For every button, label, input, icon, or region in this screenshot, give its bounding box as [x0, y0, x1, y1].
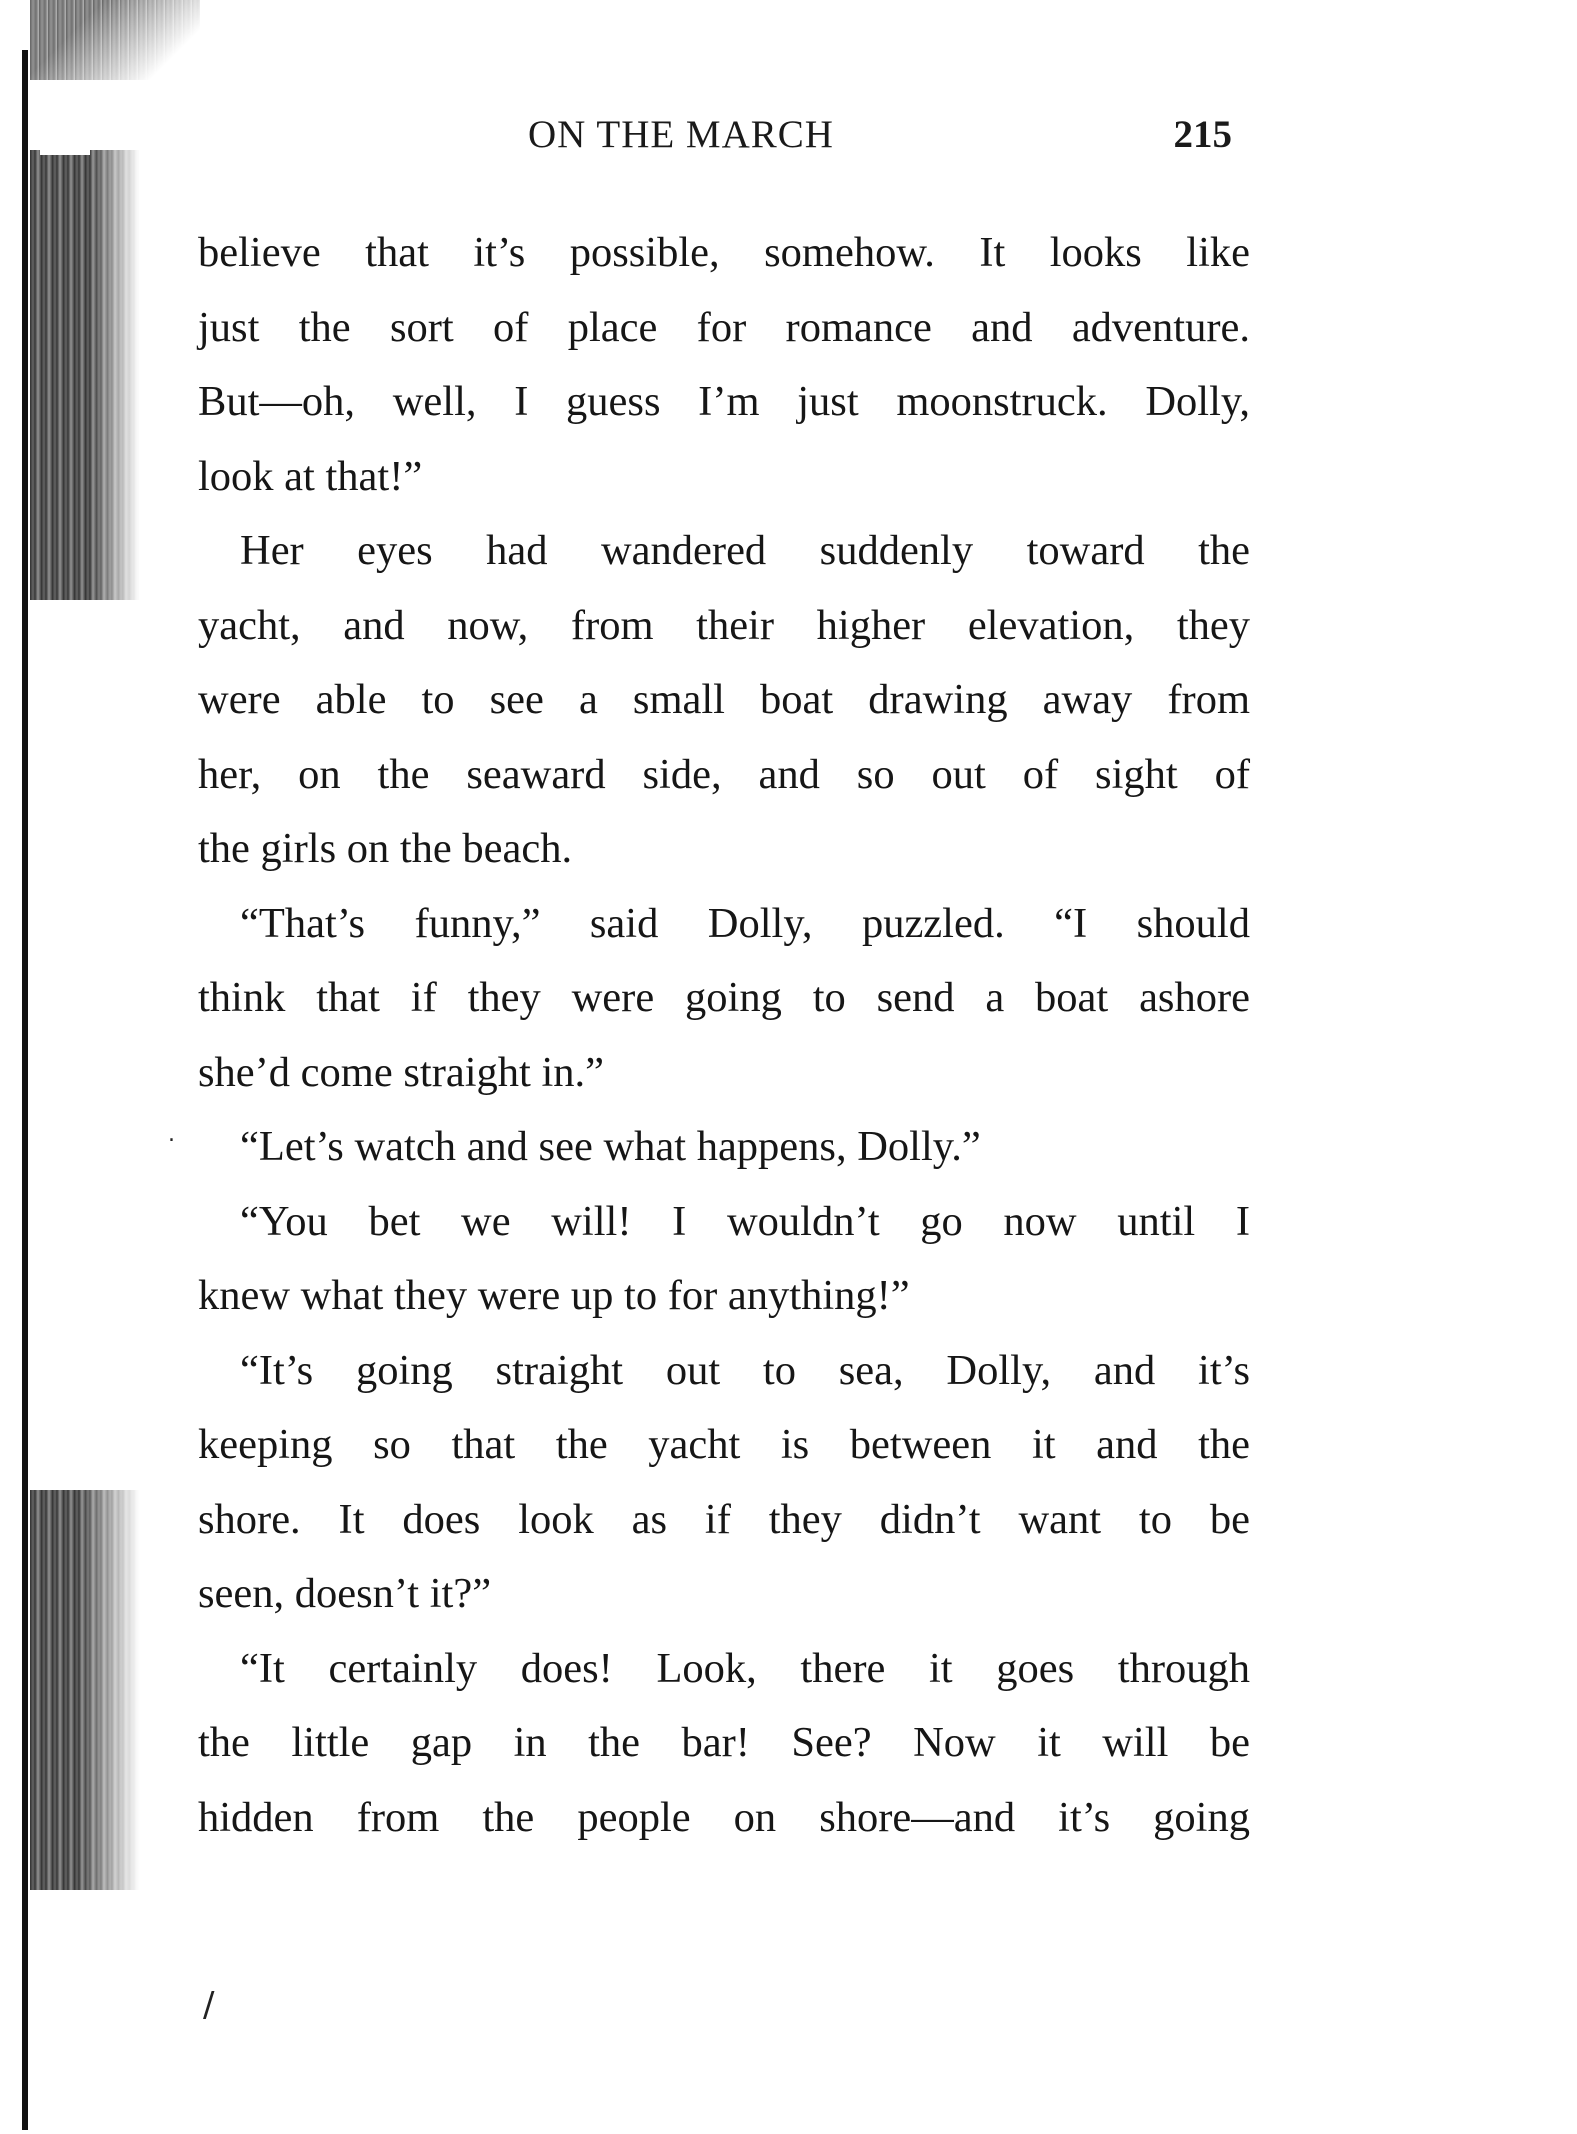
body-text [198, 216, 1250, 1855]
scan-notch [40, 80, 90, 155]
text-line: yacht, and now, from their higher elevation, they [198, 601, 1250, 649]
text-line: her, on the seaward side, and so out of sight of [198, 750, 1250, 798]
text-line: hidden from the people on shore—and it’s going [198, 1793, 1250, 1841]
text-line: “Let’s watch and see what happens, Dolly.” [240, 1123, 981, 1170]
text-line: think that if they were going to send a boat ashore [198, 974, 1250, 1021]
text-line: look at that!” [198, 452, 423, 500]
text-line: believe that it’s possible, somehow. It looks like [198, 229, 1250, 276]
scan-shadow-top [30, 150, 140, 600]
text-line: were able to see a small boat drawing away from [198, 676, 1250, 723]
running-head [200, 112, 1252, 172]
text-line: keeping so that the yacht is between it and the [198, 1421, 1250, 1468]
text-line: “You bet we will! I wouldn’t go now until I [240, 1197, 1250, 1245]
scan-shadow-bottom [30, 1490, 140, 1890]
text-line: the little gap in the bar! See? Now it will be [198, 1719, 1250, 1766]
text-line: Her eyes had wandered suddenly toward the [240, 527, 1250, 574]
text-line: “That’s funny,” said Dolly, puzzled. “I should [240, 899, 1250, 947]
text-line: seen, doesn’t it?” [198, 1570, 492, 1617]
page-number: 215 [1173, 113, 1232, 156]
stray-pen-mark: / [203, 1985, 215, 2025]
binding-edge [22, 50, 28, 2130]
text-line: knew what they were up to for anything!” [198, 1272, 910, 1319]
text-line: But—oh, well, I guess I’m just moonstruck. Dolly, [198, 378, 1250, 425]
text-line: just the sort of place for romance and adventure. [198, 303, 1250, 351]
text-line: she’d come straight in.” [198, 1048, 604, 1096]
text-line: “It’s going straight out to sea, Dolly, and it’s [240, 1346, 1250, 1394]
text-line: shore. It does look as if they didn’t want to be [198, 1495, 1250, 1543]
scan-shadow-corner [30, 0, 200, 80]
text-line: the girls on the beach. [198, 825, 573, 872]
stray-dot-mark: . [168, 1122, 175, 1147]
text-line: “It certainly does! Look, there it goes through [240, 1644, 1250, 1692]
running-title: ON THE MARCH [528, 113, 834, 156]
